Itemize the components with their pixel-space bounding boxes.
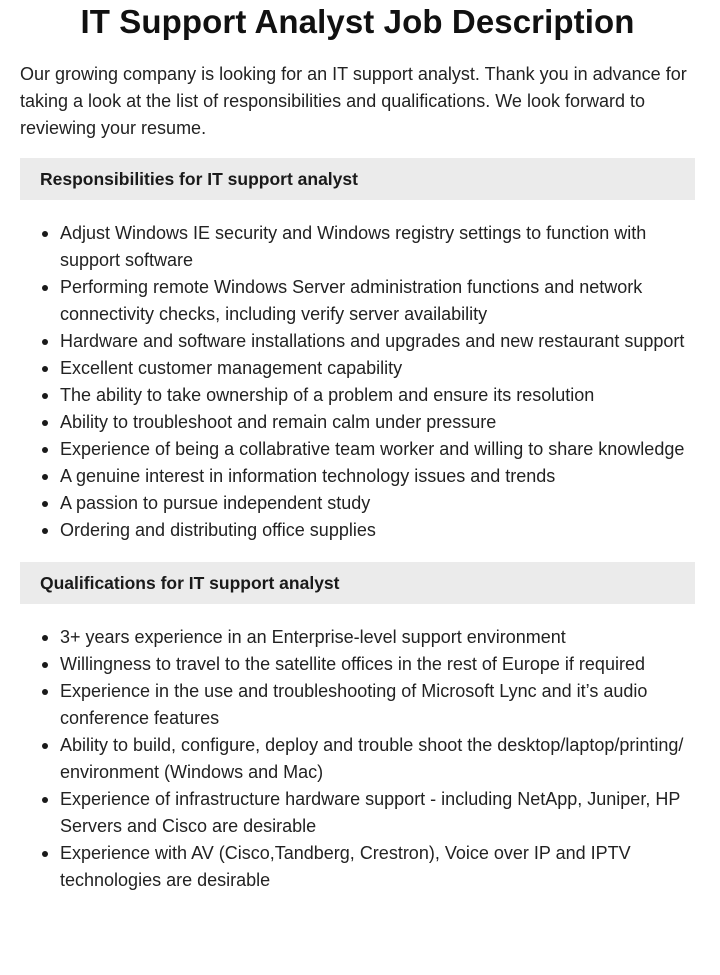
- bullet-icon: [42, 743, 48, 749]
- list-item-text: Hardware and software installations and upgrades and new restaurant support: [60, 331, 685, 351]
- list-item: [20, 840, 695, 894]
- list-item: [20, 328, 695, 355]
- list-item: [20, 678, 695, 732]
- bullet-icon: [42, 501, 48, 507]
- list-item: [20, 490, 695, 517]
- bullet-icon: [42, 689, 48, 695]
- list-item: [20, 436, 695, 463]
- list-item: [20, 517, 695, 544]
- list-item-text: Experience of infrastructure hardware support - including NetApp, Juniper, HP Servers and Cisco are desirable: [60, 789, 680, 836]
- intro-paragraph: Our growing company is looking for an IT support analyst. Thank you in advance for taking a look at the list of responsibilities and qualifications. We look forward to reviewing your resume.: [20, 64, 687, 138]
- list-item-text: Experience with AV (Cisco,Tandberg, Crestron), Voice over IP and IPTV technologies are desirable: [60, 843, 631, 890]
- list-item-text: Experience in the use and troubleshooting of Microsoft Lync and it’s audio conference features: [60, 681, 648, 728]
- list-item: [20, 382, 695, 409]
- list-item-text: Ability to build, configure, deploy and trouble shoot the desktop/laptop/printing/ environment (Windows and Mac): [60, 735, 684, 782]
- list-item: [20, 220, 695, 274]
- responsibilities-header: [20, 158, 695, 200]
- bullet-icon: [42, 851, 48, 857]
- bullet-icon: [42, 366, 48, 372]
- bullet-icon: [42, 339, 48, 345]
- qualifications-heading: Qualifications for IT support analyst: [40, 572, 340, 593]
- list-item-text: Performing remote Windows Server administration functions and network connectivity checks, including verify server availability: [60, 277, 643, 324]
- list-item-text: A passion to pursue independent study: [60, 493, 371, 513]
- bullet-icon: [42, 285, 48, 291]
- list-item-text: 3+ years experience in an Enterprise-level support environment: [60, 627, 566, 647]
- list-item: [20, 355, 695, 382]
- bullet-icon: [42, 528, 48, 534]
- list-item: [20, 409, 695, 436]
- bullet-icon: [42, 474, 48, 480]
- list-item-text: A genuine interest in information technology issues and trends: [60, 466, 556, 486]
- list-item: [20, 651, 695, 678]
- bullet-icon: [42, 393, 48, 399]
- bullet-icon: [42, 662, 48, 668]
- qualifications-header: [20, 562, 695, 604]
- list-item-text: Excellent customer management capability: [60, 358, 403, 378]
- list-item: [20, 624, 695, 651]
- bullet-icon: [42, 797, 48, 803]
- bullet-icon: [42, 635, 48, 641]
- list-item-text: The ability to take ownership of a problem and ensure its resolution: [60, 385, 595, 405]
- list-item-text: Adjust Windows IE security and Windows registry settings to function with support software: [60, 223, 647, 270]
- list-item: [20, 786, 695, 840]
- responsibilities-heading: Responsibilities for IT support analyst: [40, 168, 358, 189]
- qualifications-list: [20, 624, 695, 894]
- page-title: IT Support Analyst Job Description: [80, 3, 635, 40]
- bullet-icon: [42, 420, 48, 426]
- bullet-icon: [42, 447, 48, 453]
- responsibilities-list: [20, 220, 695, 544]
- list-item-text: Ability to troubleshoot and remain calm under pressure: [60, 412, 497, 432]
- list-item-text: Ordering and distributing office supplies: [60, 520, 376, 540]
- list-item: [20, 274, 695, 328]
- bullet-icon: [42, 231, 48, 237]
- list-item-text: Willingness to travel to the satellite offices in the rest of Europe if required: [60, 654, 645, 674]
- list-item-text: Experience of being a collabrative team worker and willing to share knowledge: [60, 439, 685, 459]
- list-item: [20, 463, 695, 490]
- list-item: [20, 732, 695, 786]
